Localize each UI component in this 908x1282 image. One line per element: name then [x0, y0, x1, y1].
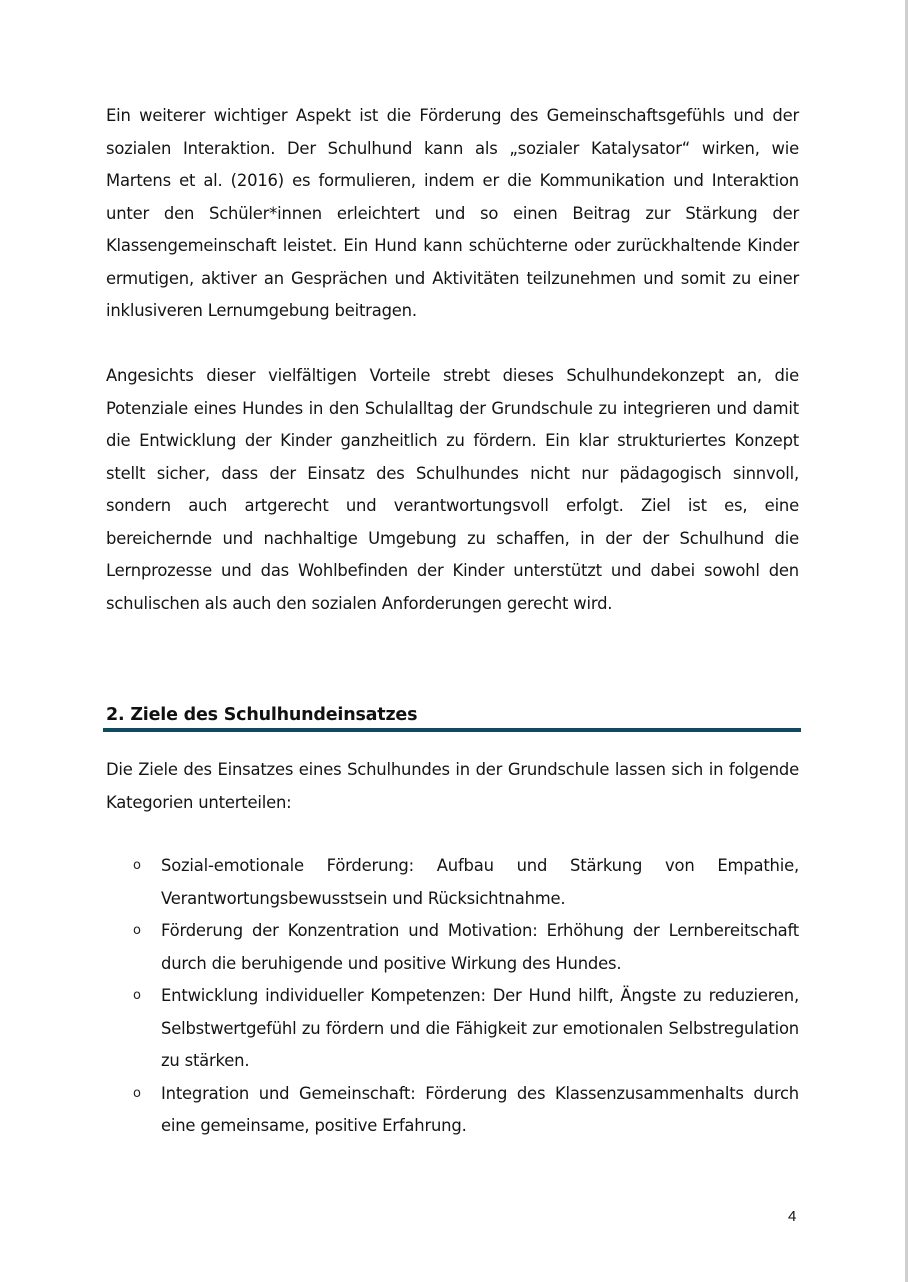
circle-bullet-icon: o — [133, 923, 141, 938]
body-paragraph — [106, 100, 799, 328]
paragraph-text: Ein weiterer wichtiger Aspekt ist die Förderung des Gemeinschaftsgefühls und der sozialen Interaktion. Der Schulhund kann als „sozialer Katalysator“ wirken, wie Martens et al. (2016) es formulieren, indem er die Kommunikation und Interaktion unter den Schüler*innen erleichtert und so einen Beitrag zur Stärkung der Klassengemeinschaft leistet. Ein Hund kann schüchterne oder zurückhaltende Kinder ermutigen, aktiver an Gesprächen und Aktivitäten teilzunehmen und somit zu einer inklusiveren Lernumgebung beitragen. — [106, 106, 799, 320]
list-item — [106, 850, 799, 915]
paragraph-text: Die Ziele des Einsatzes eines Schulhundes in der Grundschule lassen sich in folgende Kategorien unterteilen: — [106, 760, 799, 812]
list-item — [106, 980, 799, 1078]
goals-list — [106, 850, 799, 1143]
body-paragraph — [106, 360, 799, 620]
list-item-text: Sozial-emotionale Förderung: Aufbau und Stärkung von Empathie, Verantwortungsbewusstsein und Rücksichtnahme. — [161, 856, 799, 908]
circle-bullet-icon: o — [133, 858, 141, 873]
paragraph-text: Angesichts dieser vielfältigen Vorteile strebt dieses Schulhundekonzept an, die Potenziale eines Hundes in den Schulalltag der Grundschule zu integrieren und damit die Entwicklung der Kinder ganzheitlich zu fördern. Ein klar strukturiertes Konzept stellt sicher, dass der Einsatz des Schulhundes nicht nur pädagogisch sinnvoll, sondern auch artgerecht und verantwortungsvoll erfolgt. Ziel ist es, eine bereichernde und nachhaltige Umgebung zu schaffen, in der der Schulhund die Lernprozesse und das Wohlbefinden der Kinder unterstützt und dabei sowohl den schulischen als auch den sozialen Anforderungen gerecht wird. — [106, 366, 799, 613]
circle-bullet-icon: o — [133, 1085, 141, 1101]
list-item — [106, 1078, 799, 1143]
list-item-text: Förderung der Konzentration und Motivation: Erhöhung der Lernbereitschaft durch die beruhigende und positive Wirkung des Hundes. — [161, 921, 799, 973]
section-heading: 2. Ziele des Schulhundeinsatzes — [106, 705, 418, 725]
page-number: 4 — [788, 1208, 797, 1225]
heading-underline-divider — [103, 728, 801, 732]
list-item-text: Entwicklung individueller Kompetenzen: Der Hund hilft, Ängste zu reduzieren, Selbstwertgefühl zu fördern und die Fähigkeit zur emotionalen Selbstregulation zu stärken. — [161, 986, 799, 1070]
section-intro — [106, 754, 799, 819]
circle-bullet-icon: o — [133, 988, 141, 1003]
list-item — [106, 915, 799, 980]
list-item-text: Integration und Gemeinschaft: Förderung des Klassenzusammenhalts durch eine gemeinsame, positive Erfahrung. — [161, 1083, 799, 1135]
